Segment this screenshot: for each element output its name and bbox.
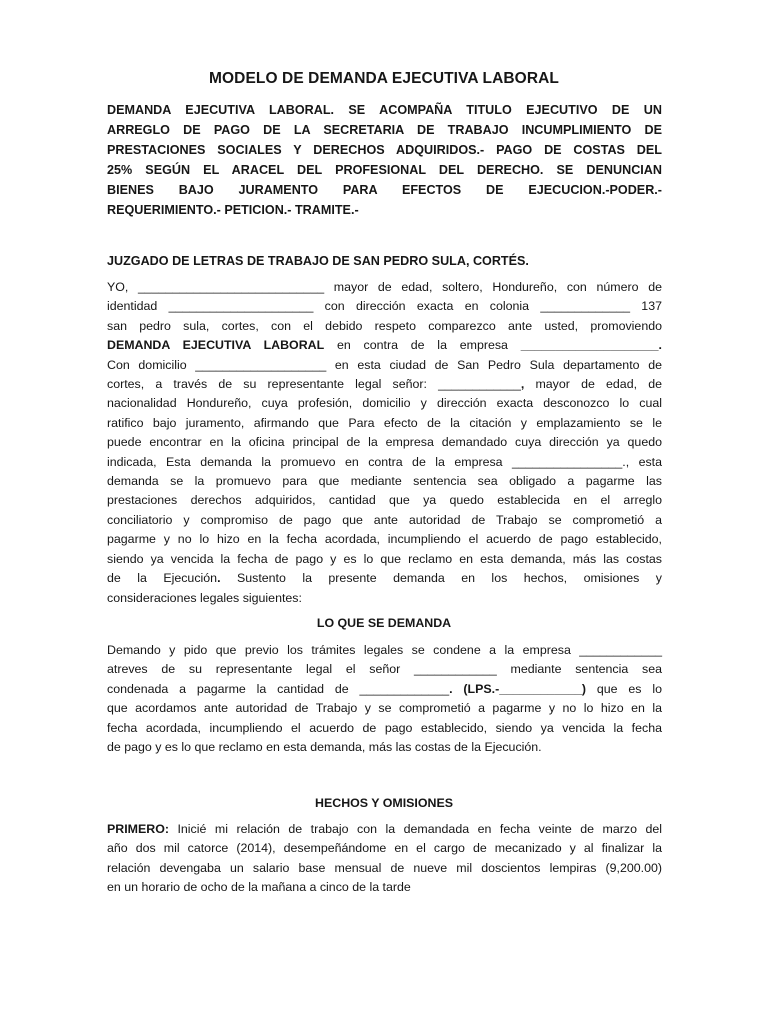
intro-line: 25% SEGÚN EL ARACEL DEL PROFESIONAL DEL DERECHO. SE DENUNCIAN [107,163,662,177]
paragraph-line: san pedro sula, cortes, con el debido respeto comparezco ante usted, promoviendo [107,318,662,333]
paragraph-line: puede encontrar en la oficina principal de la empresa demandado cuya dirección ya quedo [107,435,662,450]
paragraph-line: ratifico bajo juramento, afirmando que Para efecto de la citación y emplazamiento se le [107,415,662,430]
text-run: Inicié mi relación de trabajo con la demandada en fecha veinte de marzo del [168,822,662,836]
paragraph-line [107,680,662,699]
bold-amount: . (LPS.-____________) [449,681,587,696]
bold-period: . [217,571,221,586]
intro-line: REQUERIMIENTO.- PETICION.- TRAMITE.- [107,203,359,217]
paragraph-line: de pago y es lo que reclamo en esta demanda, más las costas de la Ejecución. [107,740,542,755]
bold-phrase: PRIMERO: [107,822,169,836]
paragraph-line: indicada, Esta demanda la promuevo en contra de la empresa ________________., esta [107,454,662,469]
text-run: de la Ejecución [107,571,218,586]
section-heading-demanda: LO QUE SE DEMANDA [316,616,452,630]
paragraph-line: demanda se la promuevo para que mediante sentencia sea obligado a pagarme las [107,474,662,489]
bold-comma: , [520,377,525,392]
paragraph-line: YO, ___________________________ mayor de edad, soltero, Hondureño, con número de [107,280,662,294]
text-run: cortes, a través de su representante legal señor: ____________ [107,377,521,392]
document-title: MODELO DE DEMANDA EJECUTIVA LABORAL [209,70,559,87]
blank-field: ____________________. [520,338,662,353]
paragraph-line: nacionalidad Hondureño, cuya profesión, domicilio y dirección exacta desconozco lo cual [107,396,662,411]
text-run: en contra de la empresa [324,338,521,353]
paragraph-line: conciliatorio y compromiso de pago que ante autoridad de Trabajo se comprometió a [107,512,662,527]
text-run: condenada a pagarme la cantidad de _____________ [107,681,450,696]
text-run: que es lo [586,681,662,696]
paragraph-line: identidad _____________________ con dirección exacta en colonia _____________ 137 [107,299,662,314]
court-heading: JUZGADO DE LETRAS DE TRABAJO DE SAN PEDRO SULA, CORTÉS. [107,254,529,268]
paragraph-line: relación devengaba un salario base mensual de nueve mil doscientos lempiras (9,200.00) [107,860,662,875]
paragraph-line: consideraciones legales siguientes: [107,590,302,605]
intro-summary [107,100,662,220]
intro-line: PRESTACIONES SOCIALES Y DERECHOS ADQUIRIDOS.- PAGO DE COSTAS DEL [107,143,662,157]
paragraph-line: año dos mil catorce (2014), desempeñándome en el cargo de mecanizado y al finalizar la [107,841,662,856]
body-paragraph-2 [107,641,662,757]
paragraph-line: pagarme y no lo hizo en la fecha acordada, incumpliendo el acuerdo de pago establecido, [107,532,662,547]
paragraph-line: Con domicilio ___________________ en esta ciudad de San Pedro Sula departamento de [107,357,662,372]
section-heading-hechos: HECHOS Y OMISIONES [315,796,453,810]
paragraph-line: en un horario de ocho de la mañana a cinco de la tarde [107,880,411,895]
text-run: Sustento la presente demanda en los hechos, omisiones y [220,571,662,586]
intro-line: ARREGLO DE PAGO DE LA SECRETARIA DE TRABAJO INCUMPLIMIENTO DE [107,123,662,137]
paragraph-line: prestaciones derechos adquiridos, cantidad que ya quedo establecida en el arreglo [107,493,662,508]
paragraph-line [107,375,662,394]
text-run: mayor de edad, de [524,377,662,392]
paragraph-line [107,569,662,588]
paragraph-line [107,336,662,355]
body-paragraph-3 [107,820,662,898]
paragraph-line: Demando y pido que previo los trámites legales se condene a la empresa ____________ [107,643,662,657]
intro-line: DEMANDA EJECUTIVA LABORAL. SE ACOMPAÑA TITULO EJECUTIVO DE UN [107,103,662,117]
intro-line: BIENES BAJO JURAMENTO PARA EFECTOS DE EJECUCION.-PODER.- [107,183,662,197]
paragraph-line: atreves de su representante legal el señor ____________ mediante sentencia sea [107,662,662,677]
body-paragraph-1 [107,278,662,608]
paragraph-line: que acordamos ante autoridad de Trabajo y se comprometió a pagarme y no lo hizo en la [107,701,662,716]
bold-phrase: DEMANDA EJECUTIVA LABORAL [107,338,325,353]
paragraph-line: siendo ya vencida la fecha de pago y es lo que reclamo en esta demanda, más las costas [107,551,662,566]
paragraph-line [107,820,662,839]
paragraph-line: fecha acordada, incumpliendo el acuerdo de pago establecido, siendo ya vencida la fecha [107,720,662,735]
